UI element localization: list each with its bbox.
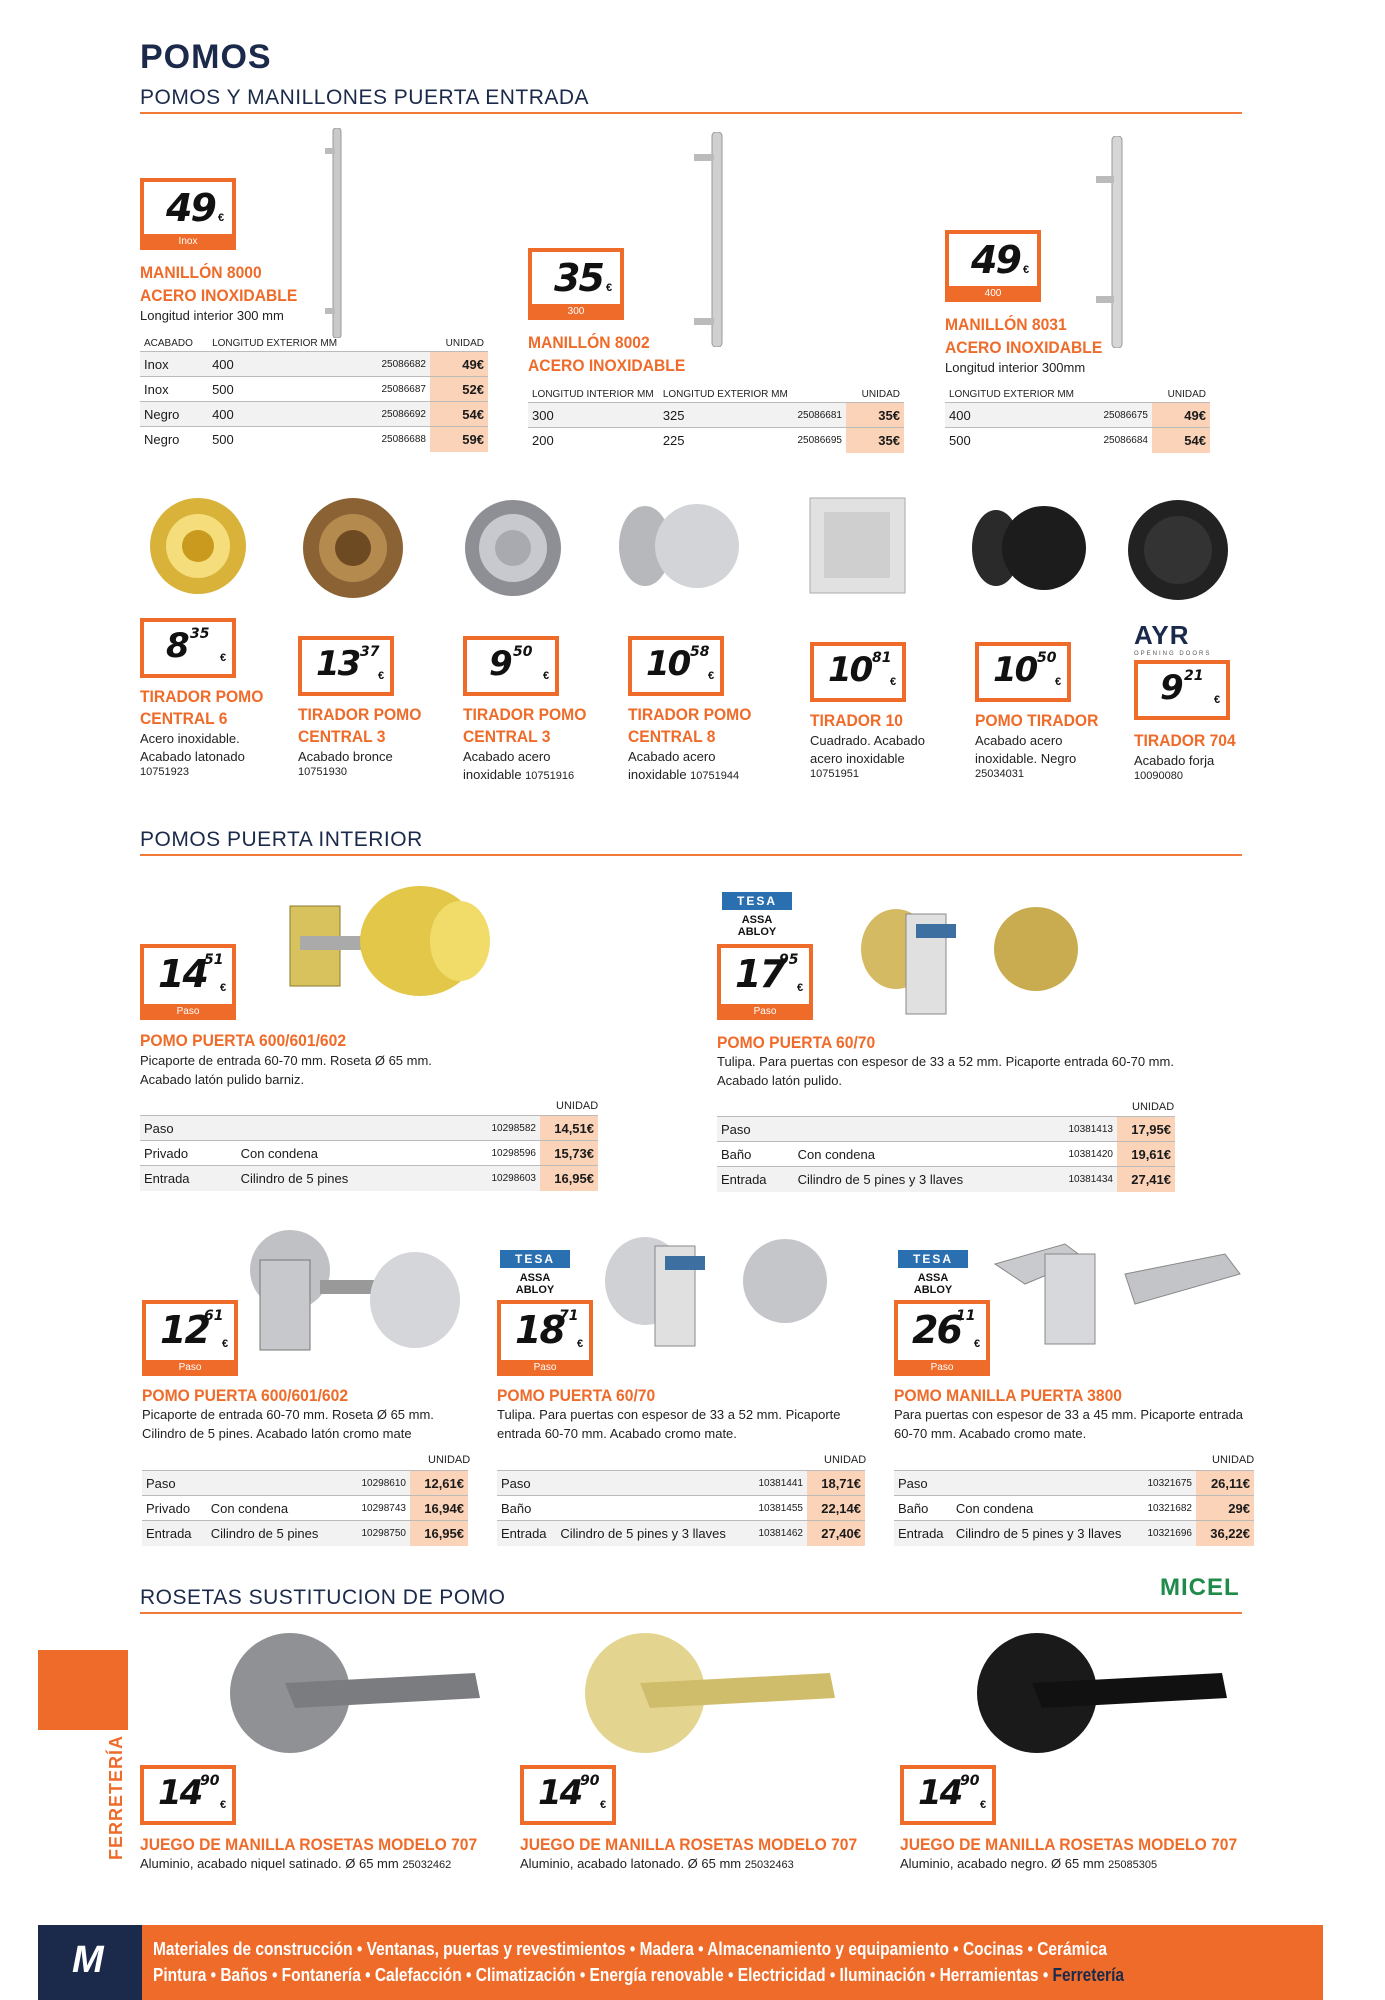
section-rule [140, 854, 1242, 856]
section-rule [140, 1612, 1242, 1614]
price-tag: 12 61 € Paso [142, 1300, 238, 1376]
product-info: TIRADOR POMO CENTRAL 3 Acabado bronce 10751930 [298, 705, 422, 778]
price-tag: 8 35 € [140, 618, 236, 678]
section-title-interior: POMOS PUERTA INTERIOR [140, 828, 423, 851]
price-table: Paso 10321675 26,11€ Baño Con condena 10321682 29€ Entrada Cilindro de 5 pines y 3 llaves 10321696 36,22€ [894, 1470, 1254, 1546]
price-table: Paso 10298582 14,51€ Privado Con condena 10298596 15,73€ Entrada Cilindro de 5 pines 10298603 16,95€ [140, 1115, 598, 1191]
price-tag: 9 50 € [463, 636, 559, 696]
product-desc: Longitud interior 300mm [945, 360, 1086, 375]
price-tag: 35 € 300 [528, 248, 624, 320]
knob-image [455, 496, 570, 605]
price-tag: 49 € 400 [945, 230, 1041, 302]
price-tag: 49 € Inox [140, 178, 236, 250]
door-lever-image [985, 1214, 1250, 1359]
side-accent-box [38, 1650, 128, 1730]
product-desc: Longitud interior 300 mm [140, 308, 284, 323]
door-knob-image [270, 876, 505, 1011]
price-tag: 26 11 € Paso [894, 1300, 990, 1376]
price-tag: 14 90 € [900, 1765, 996, 1825]
price-tag: 10 50 € [975, 642, 1071, 702]
tesa-logo: TESA ASSA ABLOY [898, 1250, 968, 1296]
price-tag: 14 90 € [140, 1765, 236, 1825]
knob-image [1118, 496, 1240, 607]
product-info: TIRADOR POMO CENTRAL 6 Acero inoxidable. Acabado latonado 10751923 [140, 687, 264, 778]
product-info: POMO TIRADOR Acabado acero inoxidable. Negro 25034031 [975, 711, 1099, 780]
roseta-lever-image [972, 1628, 1237, 1763]
product-title: POMO PUERTA 60/70 [717, 1033, 876, 1052]
knob-image [968, 496, 1088, 605]
price-table: Paso 10298610 12,61€ Privado Con condena 10298743 16,94€ Entrada Cilindro de 5 pines 10298750 16,95€ [142, 1470, 468, 1546]
footer-categories-line2: Pintura • Baños • Fontanería • Calefacción • Climatización • Energía renovable • Electricidad • Iluminación • Herramientas • Ferretería [153, 1965, 1124, 1985]
product-info: TIRADOR 10 Cuadrado. Acabado acero inoxidable 10751951 [810, 711, 925, 780]
product-info: TIRADOR POMO CENTRAL 8 Acabado acero inoxidable 10751944 [628, 705, 752, 782]
product-title: JUEGO DE MANILLA ROSETAS MODELO 707 [140, 1835, 478, 1854]
footer-categories-line1: Materiales de construcción • Ventanas, puertas y revestimientos • Madera • Almacenamiento y equipamiento • Cocinas • Cerámica [153, 1939, 1107, 1959]
tesa-logo: TESA ASSA ABLOY [500, 1250, 570, 1296]
section-title-entrada: POMOS Y MANILLONES PUERTA ENTRADA [140, 86, 590, 109]
ayr-logo: AYR OPENING DOORS [1134, 620, 1212, 657]
product-title: POMO PUERTA 60/70 [497, 1386, 656, 1405]
price-table: LONGITUD INTERIOR MM LONGITUD EXTERIOR MM UNIDAD 300 325 25086681 35€ 200 225 25086695 35€ [528, 387, 904, 453]
product-title: MANILLÓN 8000 [140, 263, 262, 282]
knob-image [293, 496, 413, 605]
price-tag: 10 58 € [628, 636, 724, 696]
footer-bar [38, 1925, 1323, 2000]
price-tag: 9 21 € [1134, 660, 1230, 720]
section-title-rosetas: ROSETAS SUSTITUCION DE POMO [140, 1586, 506, 1609]
price-table: Paso 10381413 17,95€ Baño Con condena 10381420 19,61€ Entrada Cilindro de 5 pines y 3 llaves 10381434 27,41€ [717, 1116, 1175, 1192]
knob-image [140, 496, 258, 601]
price-tag: 18 71 € Paso [497, 1300, 593, 1376]
product-title: MANILLÓN 8002 [528, 333, 650, 352]
product-title: ACERO INOXIDABLE [528, 356, 686, 375]
product-title: MANILLÓN 8031 [945, 315, 1067, 334]
roseta-lever-image [580, 1628, 845, 1763]
product-title: POMO PUERTA 600/601/602 [140, 1031, 347, 1050]
product-title: POMO MANILLA PUERTA 3800 [894, 1386, 1122, 1405]
price-table: Paso 10381441 18,71€ Baño 10381455 22,14€ Entrada Cilindro de 5 pines y 3 llaves 10381462 27,40€ [497, 1470, 865, 1546]
page-title: POMOS [140, 38, 272, 76]
side-category-label: FERRETERÍA [106, 1734, 126, 1860]
door-knob-image [600, 1226, 840, 1361]
price-tag: 14 51 € Paso [140, 944, 236, 1020]
section-rule [140, 112, 1242, 114]
product-title: ACERO INOXIDABLE [140, 286, 298, 305]
price-sub: Inox [144, 234, 232, 250]
product-title: POMO PUERTA 600/601/602 [142, 1386, 349, 1405]
product-title: JUEGO DE MANILLA ROSETAS MODELO 707 [520, 1835, 858, 1854]
price-tag: 17 95 € Paso [717, 944, 813, 1020]
price-table: LONGITUD EXTERIOR MM UNIDAD 400 25086675 49€ 500 25086684 54€ [945, 387, 1210, 453]
price-table: ACABADO LONGITUD EXTERIOR MM UNIDAD Inox 400 25086682 49€ Inox 500 25086687 52€ Negro 400 25086692 54€ Negro 500 25086688 59€ [140, 336, 488, 452]
manillon-image [1092, 136, 1128, 348]
door-knob-image [240, 1220, 470, 1365]
price-tag: 14 90 € [520, 1765, 616, 1825]
price-tag: 10 81 € [810, 642, 906, 702]
micel-logo: MICEL [1160, 1574, 1240, 1601]
manillon-image [325, 128, 347, 338]
tesa-logo: TESA ASSA ABLOY [722, 892, 792, 938]
brand-logo: M [38, 1925, 142, 2000]
price-integer: 49 [166, 186, 215, 230]
product-info: TIRADOR 704 Acabado forja 10090080 [1134, 731, 1236, 782]
door-knob-image [856, 894, 1096, 1029]
knob-image [800, 488, 915, 613]
product-title: ACERO INOXIDABLE [945, 338, 1103, 357]
product-info: TIRADOR POMO CENTRAL 3 Acabado acero inoxidable 10751916 [463, 705, 587, 782]
product-title: JUEGO DE MANILLA ROSETAS MODELO 707 [900, 1835, 1238, 1854]
knob-image [615, 496, 745, 601]
roseta-lever-image [225, 1628, 490, 1763]
manillon-image [690, 132, 730, 347]
price-tag: 13 37 € [298, 636, 394, 696]
